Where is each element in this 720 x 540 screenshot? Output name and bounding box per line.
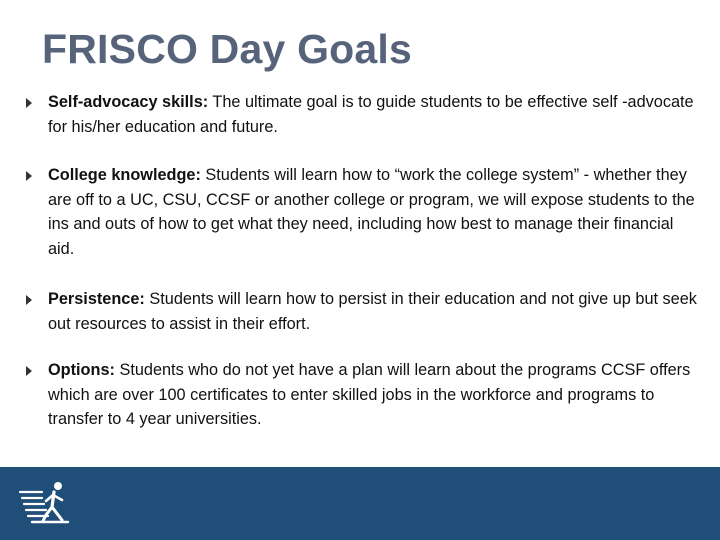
- triangle-bullet-icon: [26, 98, 32, 108]
- slide-title: FRISCO Day Goals: [42, 26, 413, 72]
- goal-term: College knowledge:: [48, 166, 201, 184]
- goals-list: [24, 90, 700, 456]
- footer-bar: [0, 467, 720, 540]
- running-person-logo-icon: [18, 480, 74, 526]
- triangle-bullet-icon: [26, 366, 32, 376]
- goal-term: Persistence:: [48, 290, 145, 308]
- goal-term: Self-advocacy skills:: [48, 93, 209, 111]
- goal-term: Options:: [48, 361, 115, 379]
- triangle-bullet-icon: [26, 295, 32, 305]
- triangle-bullet-icon: [26, 171, 32, 181]
- goal-description: Students who do not yet have a plan will learn about the programs CCSF offers which are over 100 certificates to enter skilled jobs in the workforce and programs to transfer to 4 year universities.: [48, 361, 691, 428]
- goal-item-options: [24, 358, 700, 432]
- goal-item-college-knowledge: [24, 163, 700, 261]
- goal-description: Students will learn how to persist in their education and not give up but seek out resources to assist in their effort.: [48, 290, 697, 333]
- goal-item-persistence: [24, 287, 700, 336]
- goal-item-self-advocacy: [24, 90, 700, 139]
- goal-description: The ultimate goal is to guide students to be effective self -advocate for his/her education and future.: [48, 93, 694, 136]
- goal-description: Students will learn how to “work the college system” - whether they are off to a UC, CSU, CCSF or another college or program, we will expose students to the ins and outs of how to get what they need, including how best to manage their financial aid.: [48, 166, 695, 258]
